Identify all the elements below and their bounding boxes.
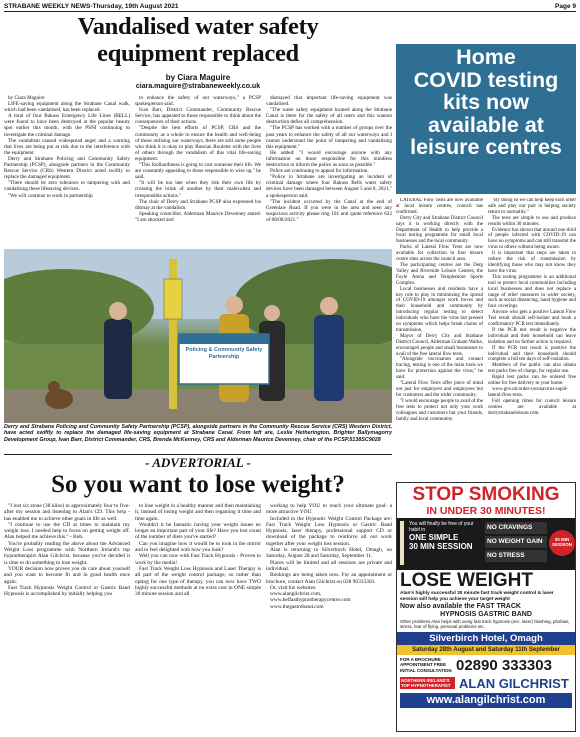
- paragraph: Anyone who gets a positive Lateral Flow Test result should self-isolate and book a confirmatory PCR test immediately.: [488, 310, 576, 328]
- paragraph: to lose weight in a healthy manner and then maintaining it, instead of losing weight and then regaining it time and time again.: [135, 503, 261, 522]
- paragraph: "I would encourage people to avail of the free tests to protect not only your work colleagues and customers but your friends, family and local community.: [396, 398, 483, 422]
- paragraph: "Lateral Flow Tests offer piece of mind not just for employers and employees but for customers and the wider community.: [396, 381, 483, 398]
- dates-banner: Saturday 28th August and Saturday 11th September: [397, 645, 575, 655]
- website-banner: www.alangilchrist.com: [400, 693, 572, 708]
- paragraph: It is important that steps are taken to reduce the risk of transmission by identifying those who may not know they have the virus.: [488, 251, 576, 274]
- page-number: Page 9: [555, 3, 576, 10]
- contact-row: [397, 655, 575, 676]
- covid-headline-line-2: COVID testing: [413, 67, 559, 92]
- paragraph: Members of the public can also obtain test packs free of charge, for regular use.: [488, 363, 576, 375]
- covid-column-2: [488, 198, 576, 476]
- paragraph: This testing programme is an additional tool to protect local communities including local businesses and does not replace a range of other measures in wider society, such as social distancing, hand hygiene and face coverings.: [488, 274, 576, 310]
- lose-weight-section: [397, 571, 575, 630]
- paragraph: Ivan Barr, District Commander, Community Rescue Service, has appealed to those responsible to think about the consequences of their actions.: [135, 107, 261, 126]
- paragraph: "Despite the best efforts of PCSP, CRS and the community as a whole to ensure the health and well-being of those utilising our waterways, there are still some people who think it is okay to play Russian Roulette with the lives of others through the vandalism of this vital life-saving equipment.: [135, 125, 261, 162]
- photo-caption: Derry and Strabane Policing and Community Safety Partnership (PCSP), alongside partners in the Community Rescue Service (CRS) Western District, have acted swiftly to replace the damaged life-saving equipment at Strabane Canal. From left are, Leslie Hetherington, Brighter Ballymagorry Development Group, Ivan Barr, District Commander, CRS, Brenda McKenney, CRS and Alderman Maurice Devenney, chair of the PCSP.5138SC9028: [4, 424, 392, 443]
- paragraph: He added: "I would encourage anyone with any information on those responsible for this mindless destruction to inform the police as soon as possible.": [266, 149, 392, 169]
- article-column-3: [266, 95, 392, 247]
- covid-headline-box: [396, 44, 576, 194]
- covid-column-1: [396, 198, 483, 476]
- name-row: [397, 676, 575, 691]
- paragraph: Fast Track Hypnosis Weight Control or Gastric Band Hypnosis is accomplished by initially helping you: [4, 584, 130, 598]
- other-problems-text: Other problems Alan helps with using fast track hypnosis (exc. laser) blushing, phobias, stress, fear of flying, personal problems etc.: [400, 619, 570, 630]
- paragraph: dismayed that important life-saving equipment was vandalised.: [266, 95, 392, 108]
- phone-number: 02890 333303: [456, 656, 552, 674]
- paragraph: Bookings are being taken now. For an appointment or brochure, contact Alan Gilchrist on 028 90333303.: [266, 572, 392, 585]
- paragraph: Well you can now with Fast Track Hypnosis - Proven to work by the media!: [135, 553, 261, 566]
- paragraph: "I continue to use the CD at times to maintain my weight loss. I needed help to focus on getting weight off. Alan helped me achieve this." - Bob.: [4, 521, 130, 541]
- paragraph: www.thegastroband.com: [270, 603, 324, 610]
- paragraph: The chair of Derry and Strabane PCSP also expressed his dismay at the vandalism.: [135, 198, 261, 211]
- paragraph: "This foolhardiness is going to cost someone their life. We are constantly appealing to those responsible to wise up," he said.: [135, 162, 261, 181]
- paragraph: If the PCR test result is negative the individual and their household can leave isolation and no further action is required.: [488, 327, 576, 345]
- advertorial-column-3: [266, 503, 392, 733]
- paragraph: Packs of Lateral Flow Tests are now available for collection in four leisure centre sites across the council area.: [396, 245, 483, 263]
- session-duration: 30 MIN SESSION: [409, 542, 473, 551]
- paragraph: A total of four Bakuss Emergency Life Lines (BELL) were found to have been destroyed at the popular beauty spot earlier this month, with the PSNI continuing to investigate the criminal damage.: [4, 113, 130, 138]
- lose-weight-description: Alan's highly successful 30 minute fast track weight control & laser session will help you achieve your target weight: [400, 591, 554, 602]
- photo-illustration: [4, 249, 392, 423]
- headline-line-2: equipment replaced: [97, 40, 299, 67]
- paragraph: Local businesses and residents have a key role to play in minimising the spread of COVID-19 amongst work forces and their household and community by introducing regular testing to detect individuals who have the virus but present no symptoms which helps break chains of transmission.: [396, 286, 483, 333]
- brochure-text: FOR A BROCHURE APPOINTMENT FREE INITIAL CONSULTATION: [400, 657, 452, 673]
- fast-track-line-1: Now also available the FAST TRACK: [400, 603, 521, 611]
- covid-headline-line-5: leisure centres: [410, 135, 562, 159]
- paragraph: Evidence has shown that around one third of people infected with COVID-19 can have no symptoms and can still transmit the virus to others without being aware.: [488, 227, 576, 251]
- header-date: STRABANE WEEKLY NEWS-Thursday, 19th August 2021: [4, 3, 179, 10]
- paragraph: "Police in Strabane are investigating an incident of criminal damage where four Bakuss Bells water safety devices have been damaged between August 5 and 8, 2021," a spokesperson said.: [266, 174, 392, 199]
- fast-track-offer: [400, 603, 572, 619]
- advertorial-label: - ADVERTORIAL -: [4, 454, 392, 471]
- advertorial-column-1: [4, 503, 130, 733]
- advertorial-headline: So you want to lose weight?: [51, 471, 345, 498]
- stop-smoking-subtitle: IN UNDER 30 MINUTES!: [426, 505, 546, 517]
- paragraph: The vandalism caused widespread anger and a warning that lives are being put at risk due to the interference with the equipment.: [4, 137, 130, 156]
- paragraph: Mayor of Derry City and Strabane District Council, Alderman Graham Warke, encouraged people and small businesses to avail of the free lateral flow tests.: [396, 333, 483, 357]
- headline-line-1: Vandalised water safety: [77, 13, 319, 40]
- stop-smoking-header: [397, 483, 575, 517]
- paragraph: www.belfasthypnotherapycentre.com: [270, 597, 351, 604]
- paragraph: The tests are simple to use and produce results within 30 minutes.: [488, 215, 576, 227]
- paragraph: Derry City and Strabane District Council says it is working directly with the Department of Health to help provide a local testing programme for small local businesses and the local community.: [396, 215, 483, 245]
- hypnotist-name: ALAN GILCHRIST: [459, 675, 569, 691]
- article-headline: [4, 13, 392, 67]
- paragraph: Wouldn't it be fantastic having your weight issues no longer an important part of your life? Have you lost count of the number of diets you've started?: [135, 521, 261, 541]
- session-box: [409, 521, 481, 551]
- session-simple: ONE SIMPLE: [409, 533, 459, 542]
- stop-smoking-band: [397, 518, 575, 570]
- paragraph: "By doing so we can help keep each other safe and play our part in helping society return to normality.": [488, 198, 576, 215]
- benefit-no-cravings: NO CRAVINGS: [485, 522, 547, 534]
- paragraph: LATERAL Flow Tests are now available at local leisure centres, council has confirmed.: [396, 198, 483, 215]
- ni-tagline: NORTHERN IRELAND'S TOP HYPNOTHERAPIST: [400, 677, 455, 689]
- covid-headline-line-4: available at: [428, 112, 544, 137]
- article-photo: [4, 249, 392, 423]
- article-column-1: [4, 95, 130, 247]
- venue-banner: Silverbirch Hotel, Omagh: [397, 632, 575, 645]
- covid-headline-line-3: kits now: [442, 90, 529, 114]
- paragraph: Rapid test packs can be ordered free online for free delivery to your home:: [488, 375, 576, 387]
- session-badge: 30 MIN SESSION: [549, 530, 575, 556]
- paragraph: "There should be zero tolerance to tampering with and vandalising these lifesaving devices.: [4, 180, 130, 193]
- page-header: [4, 3, 576, 12]
- paragraph: Full opening times for council leisure centres are available at derrystrabaneleisure.com.: [488, 398, 576, 416]
- article-column-2: [135, 95, 261, 247]
- paragraph: "I lost six stone (38 kilos) in approximately four to five-after my session and listening to Alan's CD. This help - has enabled me to achieve other goals in life as well.: [4, 503, 130, 522]
- byline: [4, 73, 392, 91]
- paragraph: You're probably reading the above about the Advanced Weight Loss programme with Northern Ireland's top hypnotherapist Alan Gilchrist, because you've decided it is time to do something to lose weight.: [4, 540, 130, 566]
- paragraph: LIFE-saving equipment along the Strabane Canal walk, which had been vandalised, has been replaced.: [4, 101, 130, 114]
- benefit-list: [485, 522, 547, 562]
- fast-track-line-2: HYPNOSIS GASTRIC BAND: [440, 611, 532, 619]
- paragraph: www.gov.uk/order-coronavirus-rapid-lateral-flow-tests.: [488, 387, 568, 398]
- byline-name: by Ciara Maguire: [165, 73, 231, 82]
- paragraph: Alan is returning to Silverbirch Hotel, Omagh, on Saturday, August 28 and Saturday, September 11.: [266, 547, 392, 560]
- paragraph: www.alangilchrist.com,: [270, 591, 322, 598]
- paragraph: Can you imagine how it would be to look in the mirror and to feel delighted with how you look?: [135, 540, 261, 554]
- paragraph: Included in the Hypnotic Weight Control Package are: Fast Track Weight Loss Hypnosis or Gastric Band Hypnosis, laser therapy, professional support CD or download of the package to reinforce all our work together after your weight loss session.: [266, 515, 392, 547]
- paragraph: Fast Track Weight Loss Hypnosis and Laser Therapy is all part of the weight control package, so rather than opting for one type of therapy, you can now have TWO highly successful methods at no extra cost in ONE simple 30 minute session and all: [135, 565, 261, 598]
- session-intro: You will finally be free of your habit in: [409, 521, 474, 533]
- lose-weight-title: LOSE WEIGHT: [400, 570, 533, 591]
- paragraph: YOUR decision now proves you do care about yourself and you want to become fit and in good health once again.: [4, 565, 130, 585]
- paragraph: "It will be too late when they risk their own life by crossing the brink of another by their malevolent and irresponsible actions.": [135, 180, 261, 199]
- paragraph: working to help YOU to reach your ultimate goal- a more attractive YOU.: [266, 503, 392, 516]
- paragraph: "The incident occurred by the Canal at the end of Greenlaw Road. If you were in the area and seen any suspicious activity please ring 101 and quote reference 622 of 08/08/2021.": [266, 198, 392, 223]
- byline-email: ciara.maguire@strabaneweekly.co.uk: [135, 83, 261, 90]
- benefit-no-weight-gain: NO WEIGHT GAIN: [485, 536, 547, 548]
- cigarette-icon: [400, 521, 404, 565]
- paragraph: If the PCR test result is positive the individual and their household should complete a full ten days of self-isolation.: [488, 345, 576, 363]
- paragraph: Derry and Strabane Policing and Community Safety Partnership (PCSP), alongside partners in the Community Rescue Service (CRS) Western District acted swiftly to replace the damaged equipment.: [4, 155, 130, 181]
- covid-headline-line-1: Home: [456, 45, 516, 69]
- paragraph: Or, visit his websites:: [270, 584, 317, 591]
- paragraph: "Alongside vaccination and contact tracing, testing is one of the main tools we have for protection against the virus," he said.: [396, 357, 483, 381]
- paragraph: to enhance the safety of our waterways," a PCSP spokesperson said.: [135, 95, 261, 108]
- paragraph: Police are continuing to appeal for information.: [270, 168, 369, 175]
- paragraph: Places will be limited and all sessions are private and individual.: [266, 559, 392, 572]
- stop-smoking-title: STOP SMOKING: [412, 484, 560, 505]
- paragraph: "The PCSP has worked with a number of groups over the past years to enhance the safety of all our waterways and I cannot understand the point of tampering and vandalising this equipment.": [266, 125, 392, 150]
- photo-sign-text: Policing & Community Safety Partnership: [185, 347, 263, 360]
- paragraph: The participating centres are the Derg Valley and Riverside Leisure Centres, the Foyle Arena and Templemore Sports Complex.: [396, 262, 483, 286]
- paragraph: by Ciara Maguire: [8, 95, 45, 101]
- paragraph: "We will continue to work in partnership: [8, 192, 93, 199]
- paragraph: "The water safety equipment located along the Strabane Canal is there for the safety of all users and this wanton destruction defies all comprehension.: [266, 107, 392, 126]
- stop-smoking-advert: [396, 482, 576, 732]
- paragraph: Speaking councillor, Alderman Maurice Devenney stated: "I am shocked and: [135, 210, 261, 223]
- advertorial-column-2: [135, 503, 261, 733]
- benefit-no-stress: NO STRESS: [485, 550, 547, 562]
